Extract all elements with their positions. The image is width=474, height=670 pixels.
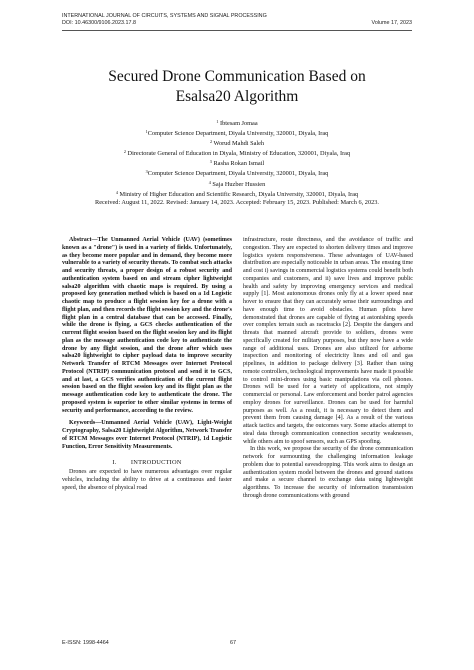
- doi: DOI: 10.46300/9106.2023.17.8: [62, 20, 137, 26]
- author-line: $^4$ Saja Huzber Hussien: [208, 179, 266, 188]
- right-column: [243, 237, 413, 501]
- section-heading: [62, 459, 232, 467]
- author-line: $^3$ Rasha Rokan Ismail: [209, 159, 265, 168]
- section-title: INTRODUCTION: [130, 459, 182, 467]
- author-line: $^1$ Ibtesam Jomaa: [216, 119, 258, 127]
- affiliation-line: $^4$ Ministry of Higher Education and Scientific Research, Diyala University, 320001, Diyala, Iraq: [115, 189, 359, 198]
- title-line-2: Esalsa20 Algorithm: [175, 88, 299, 105]
- author-block: [40, 118, 434, 207]
- title-line-1: Secured Drone Communication Based on: [108, 68, 366, 85]
- page-number: 67: [230, 640, 236, 646]
- left-column: [62, 237, 232, 492]
- abstract: Abstract—The Unmanned Aerial Vehicle (UAV) (sometimes known as a "drone") is used in a variety of fields. Unfortunately, as they become more popular and in demand, they become more vulnerable to a variety of security threats. To combat such attacks and security threats, a proper design of a robust security and authentication system based on and stream cipher lightweight salsa20 algorithm with chaotic maps is required. By using a proposed key generation method which is based on a 1d Logistic chaotic map to produce a flight session key for a drone with a flight plan, and then records the flight session key and the drone's flight plan in a central database that can be accessed. Finally, while the drone is flying, a GCS checks authentication of the current flight session based on the flight session key and its flight plan as the message authentication code key to authenticate the drone by any flight session, and the drone after which uses salsa20 lightweight to cipher payload data to improve security Network Transfer of RTCM Messages over Internet Protocol Protocol (NTRIP) communication protocol and send it to GCS, and at last, a GCS verifies authentication of the current flight session based on the flight session key and its flight plan as the message authentication code key to authenticate the drone. The proposed system is superior to other similar systems in terms of security and performance, according to the review.: [62, 237, 232, 414]
- section-number: I.: [112, 459, 117, 467]
- author-line: $^2$ Worud Mahdi Saleh: [209, 139, 265, 148]
- intro-paragraph: Drones are expected to have numerous advantages over regular vehicles, including the ability to drive at a continuous and faster speed, the absence of physical road: [62, 469, 232, 491]
- publication-dates: Received: August 11, 2022. Revised: January 14, 2023. Accepted: February 15, 2023. Published: March 6, 2023.: [95, 198, 379, 206]
- affiliation-line: $^2$ Directorate General of Education in Diyala, Ministry of Education, 320001, Diyala, Iraq: [123, 149, 351, 158]
- paper-title: [40, 67, 434, 107]
- header-rule: [62, 30, 412, 31]
- body-paragraph: infrastructure, route directness, and the avoidance of traffic and congestion. They are expected to shorten delivery times and improve logistics system responsiveness. These advantages of UAV-based distribution are especially noticeable in urban areas. The ensuing time and cost i) savings in commercial logistics systems could benefit both companies and customers, and ii) save lives and improve public health and safety by improving emergency services and medical supply [1]. Most autonomous drones only fly at a lower speed near hover to ensure that they can accurately sense their surroundings and have enough time to avoid obstacles. Human pilots have demonstrated that drones are capable of flying at astonishing speeds over complex terrain such as racetracks [2]. Despite the dangers and threats that manned aircraft provide to soldiers, drones were specifically created for military purposes, but they now have a wide range of additional uses. Drones are also utilized for airborne inspection and monitoring of electricity lines and oil and gas pipelines, in addition to package delivery [3]. Rather than using remote controllers, technological improvements have made it possible to control mini-drones using basic manipulations via cell phones. Drones will be used for a variety of applications, not simply commercial or personal. Law enforcement and border patrol agencies employ drones for surveillance. Drones can be used for harmful purposes as well. As a result, it is necessary to detect them and prevent them from causing damage [4]. As a result of the various attack tactics and targets, the outcomes vary. Some attacks attempt to steal data through communication connection security weaknesses, while others aim to spoof sensors, such as GPS spoofing.: [243, 237, 413, 445]
- journal-name: INTERNATIONAL JOURNAL OF CIRCUITS, SYSTEMS AND SIGNAL PROCESSING: [62, 13, 267, 19]
- volume-label: Volume 17, 2023: [371, 20, 412, 26]
- keywords: Keywords—Unmanned Aerial Vehicle (UAV), Light-Weight Cryptography, Salsa20 Lightweight Algorithm, Network Transfer of RTCM Messages over Internet Protocol (NTRIP), 1d Logistic Function, Error Sensitivity Measurements.: [62, 420, 232, 450]
- running-header: [62, 13, 267, 27]
- affiliation-line: $^1$Computer Science Department, Diyala University, 320001, Diyala, Iraq: [145, 129, 329, 138]
- affiliation-line: $^3$Computer Science Department, Diyala University, 320001, Diyala, Iraq: [145, 169, 329, 178]
- issn-footer: E-ISSN: 1998-4464: [62, 640, 109, 646]
- body-paragraph: In this work, we propose the security of the drone communication network for surmounting the challenging information leakage problem due to potential eavesdropping. This work aims to design an authentication system model between the drones and ground stations and make a secure channel to exchange data using lightweight algorithms. To increase the security of information transmission through drone communications with ground: [243, 446, 413, 499]
